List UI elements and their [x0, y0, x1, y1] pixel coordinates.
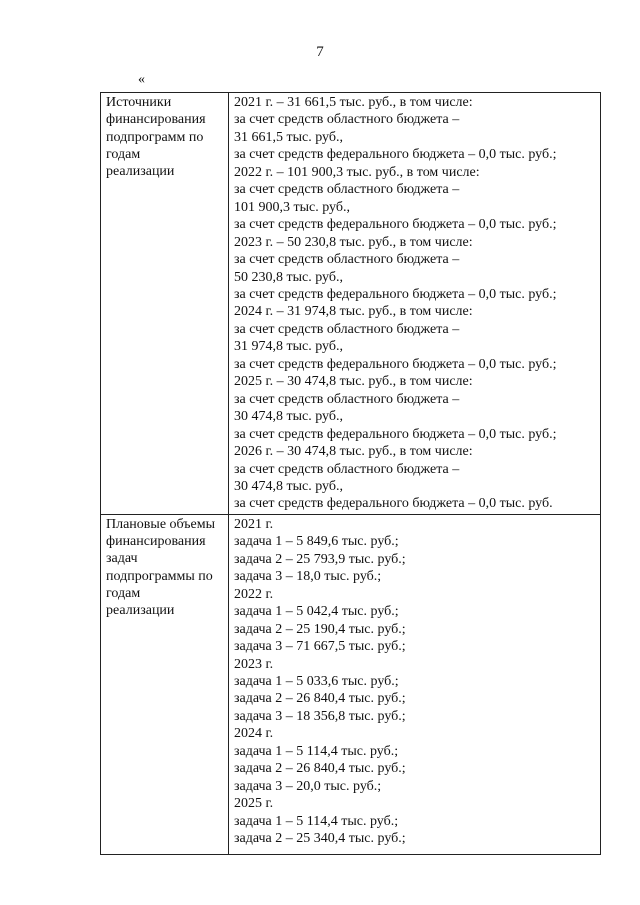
row-value-line: 2021 г. — [234, 516, 274, 532]
row-value-line: 2021 г. – 31 661,5 тыс. руб., в том числе: — [234, 95, 473, 110]
row-label-line: финансирования — [106, 534, 206, 550]
row-label-line: финансирования — [106, 112, 206, 128]
row-value-line: за счет средств областного бюджета – — [234, 391, 460, 407]
subprogram-financing-table — [100, 92, 601, 855]
row-value-line: 101 900,3 тыс. руб., — [234, 199, 350, 215]
row-value-line: за счет средств федерального бюджета – 0,0 тыс. руб.; — [234, 426, 557, 442]
page-number: 7 — [316, 44, 324, 60]
row-value-line: 31 974,8 тыс. руб., — [234, 339, 343, 355]
row-value-line: задача 1 – 5 114,4 тыс. руб.; — [234, 813, 399, 829]
row-value-line: задача 1 – 5 042,4 тыс. руб.; — [234, 604, 399, 620]
row-value-line: за счет средств областного бюджета – — [234, 252, 460, 268]
row-label-line: подпрограммы по — [106, 568, 213, 584]
row-value-line: задача 1 – 5 849,6 тыс. руб.; — [234, 534, 399, 550]
row-label-line: задач — [106, 551, 138, 567]
row-label-line: реализации — [106, 603, 175, 619]
table-row-planned-task-volumes — [101, 514, 601, 854]
row-value-line: 2025 г. – 30 474,8 тыс. руб., в том числе: — [234, 374, 473, 390]
row-value-line: 2026 г. – 30 474,8 тыс. руб., в том числе: — [234, 444, 473, 460]
row-label-line: Плановые объемы — [106, 516, 216, 532]
row-value-line: за счет средств федерального бюджета – 0,0 тыс. руб.; — [234, 356, 557, 372]
row-value-line: 2025 г. — [234, 796, 274, 812]
row-value-line: задача 2 – 26 840,4 тыс. руб.; — [234, 691, 406, 707]
row-label-cell — [101, 93, 229, 515]
row-value-line: за счет средств федерального бюджета – 0,0 тыс. руб.; — [234, 286, 557, 302]
row-label-cell — [101, 514, 229, 854]
row-value-line: задача 3 – 71 667,5 тыс. руб.; — [234, 639, 406, 655]
row-value-line: за счет средств федерального бюджета – 0,0 тыс. руб.; — [234, 147, 557, 163]
row-value-line: за счет средств областного бюджета – — [234, 112, 460, 128]
row-value-line: 30 474,8 тыс. руб., — [234, 478, 343, 494]
row-label-line: годам — [106, 586, 141, 602]
row-value-line: за счет средств областного бюджета – — [234, 321, 460, 337]
row-value-line: 2023 г. – 50 230,8 тыс. руб., в том числе: — [234, 234, 473, 250]
row-value-line: задача 2 – 25 793,9 тыс. руб.; — [234, 551, 406, 567]
row-value-line: задача 2 – 25 340,4 тыс. руб.; — [234, 831, 406, 847]
row-value-line: задача 3 – 18 356,8 тыс. руб.; — [234, 708, 406, 724]
row-value-line: задача 1 – 5 114,4 тыс. руб.; — [234, 743, 399, 759]
row-value-line: 2024 г. — [234, 726, 274, 742]
row-value-line: 2022 г. – 101 900,3 тыс. руб., в том числе: — [234, 164, 480, 180]
row-value-line: 50 230,8 тыс. руб., — [234, 269, 343, 285]
row-value-line: 31 661,5 тыс. руб., — [234, 129, 343, 145]
row-value-line: задача 2 – 26 840,4 тыс. руб.; — [234, 761, 406, 777]
row-label-line: Источники — [106, 95, 172, 110]
row-value-line: 2024 г. – 31 974,8 тыс. руб., в том числе: — [234, 304, 473, 320]
row-label-line: годам — [106, 146, 141, 162]
row-value-line: за счет средств федерального бюджета – 0,0 тыс. руб.; — [234, 217, 557, 233]
row-value-line: задача 2 – 25 190,4 тыс. руб.; — [234, 621, 406, 637]
row-value-line: задача 3 – 20,0 тыс. руб.; — [234, 778, 382, 794]
row-value-line: за счет средств областного бюджета – — [234, 461, 460, 477]
row-value-line: задача 1 – 5 033,6 тыс. руб.; — [234, 673, 399, 689]
row-value-line: 30 474,8 тыс. руб., — [234, 409, 343, 425]
row-value-line: за счет средств федерального бюджета – 0,0 тыс. руб. — [234, 496, 553, 512]
row-value-cell — [229, 514, 601, 854]
opening-quote-mark: « — [138, 72, 145, 87]
row-label-line: реализации — [106, 164, 175, 180]
row-value-line: 2023 г. — [234, 656, 274, 672]
row-value-cell — [229, 93, 601, 515]
table-row-funding-sources — [101, 93, 601, 515]
row-value-line: 2022 г. — [234, 586, 274, 602]
row-value-line: за счет средств областного бюджета – — [234, 182, 460, 198]
row-value-line: задача 3 – 18,0 тыс. руб.; — [234, 569, 382, 585]
row-label-line: подпрограмм по — [106, 129, 204, 145]
